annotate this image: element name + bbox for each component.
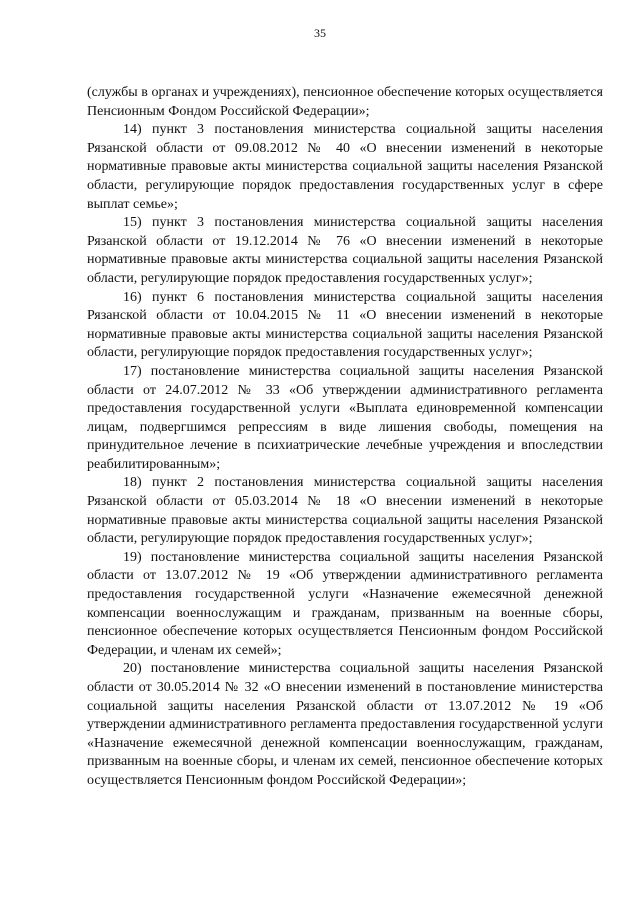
list-item-20: 20) постановление министерства социальной защиты населения Рязанской области от 30.05.2014 № 32 «О внесении изменений в постановление министерства социальной защиты населения Рязанской области от 13.07.2012 № 19 «Об утверждении административного регламента предоставления государственной услуги «Назначение ежемесячной денежной компенсации военнослужащим, гражданам, призванным на военные сборы, и членам их семей, пенсионное обеспечение которых осуществляется Пенсионным фондом Российской Федерации»; xyxy=(87,661,603,788)
list-item-17: 17) постановление министерства социальной защиты населения Рязанской области от 24.07.2012 № 33 «Об утверждении административного регламента предоставления государственной услуги «Выплата единовременной компенсации лицам, подвергшимся репрессиям в виде лишения свободы, помещения на принудительное лечение в психиатрические лечебные учреждения и впоследствии реабилитированным»; xyxy=(87,363,603,472)
list-item-15: 15) пункт 3 постановления министерства социальной защиты населения Рязанской области от 19.12.2014 № 76 «О внесении изменений в некоторые нормативные правовые акты министерства социальной защиты населения Рязанской области, регулирующие порядок предоставления государственных услуг»; xyxy=(87,215,603,286)
list-item-19: 19) постановление министерства социальной защиты населения Рязанской области от 13.07.2012 № 19 «Об утверждении административного регламента предоставления государственной услуги «Назначение ежемесячной денежной компенсации военнослужащим и гражданам, призванным на военные сборы, пенсионное обеспечение которых осуществляется Пенсионным фондом Российской Федерации, и членам их семей»; xyxy=(87,549,603,658)
list-item-16: 16) пункт 6 постановления министерства социальной защиты населения Рязанской области от 10.04.2015 № 11 «О внесении изменений в некоторые нормативные правовые акты министерства социальной защиты населения Рязанской области, регулирующие порядок предоставления государственных услуг»; xyxy=(87,289,603,361)
page-number: 35 xyxy=(314,26,326,40)
list-item-14: 14) пункт 3 постановления министерства социальной защиты населения Рязанской области от 09.08.2012 № 40 «О внесении изменений в некоторые нормативные правовые акты министерства социальной защиты населения Рязанской области, регулирующие порядок предоставления государственных услуг в сфере выплат семье»; xyxy=(87,122,603,212)
document-body xyxy=(87,84,603,791)
paragraph-continuation: (службы в органах и учреждениях), пенсионное обеспечение которых осуществляется Пенсионным Фондом Российской Федерации»; xyxy=(87,85,603,119)
list-item-18: 18) пункт 2 постановления министерства социальной защиты населения Рязанской области от 05.03.2014 № 18 «О внесении изменений в некоторые нормативные правовые акты министерства социальной защиты населения Рязанской области, регулирующие порядок предоставления государственных услуг»; xyxy=(87,475,603,547)
